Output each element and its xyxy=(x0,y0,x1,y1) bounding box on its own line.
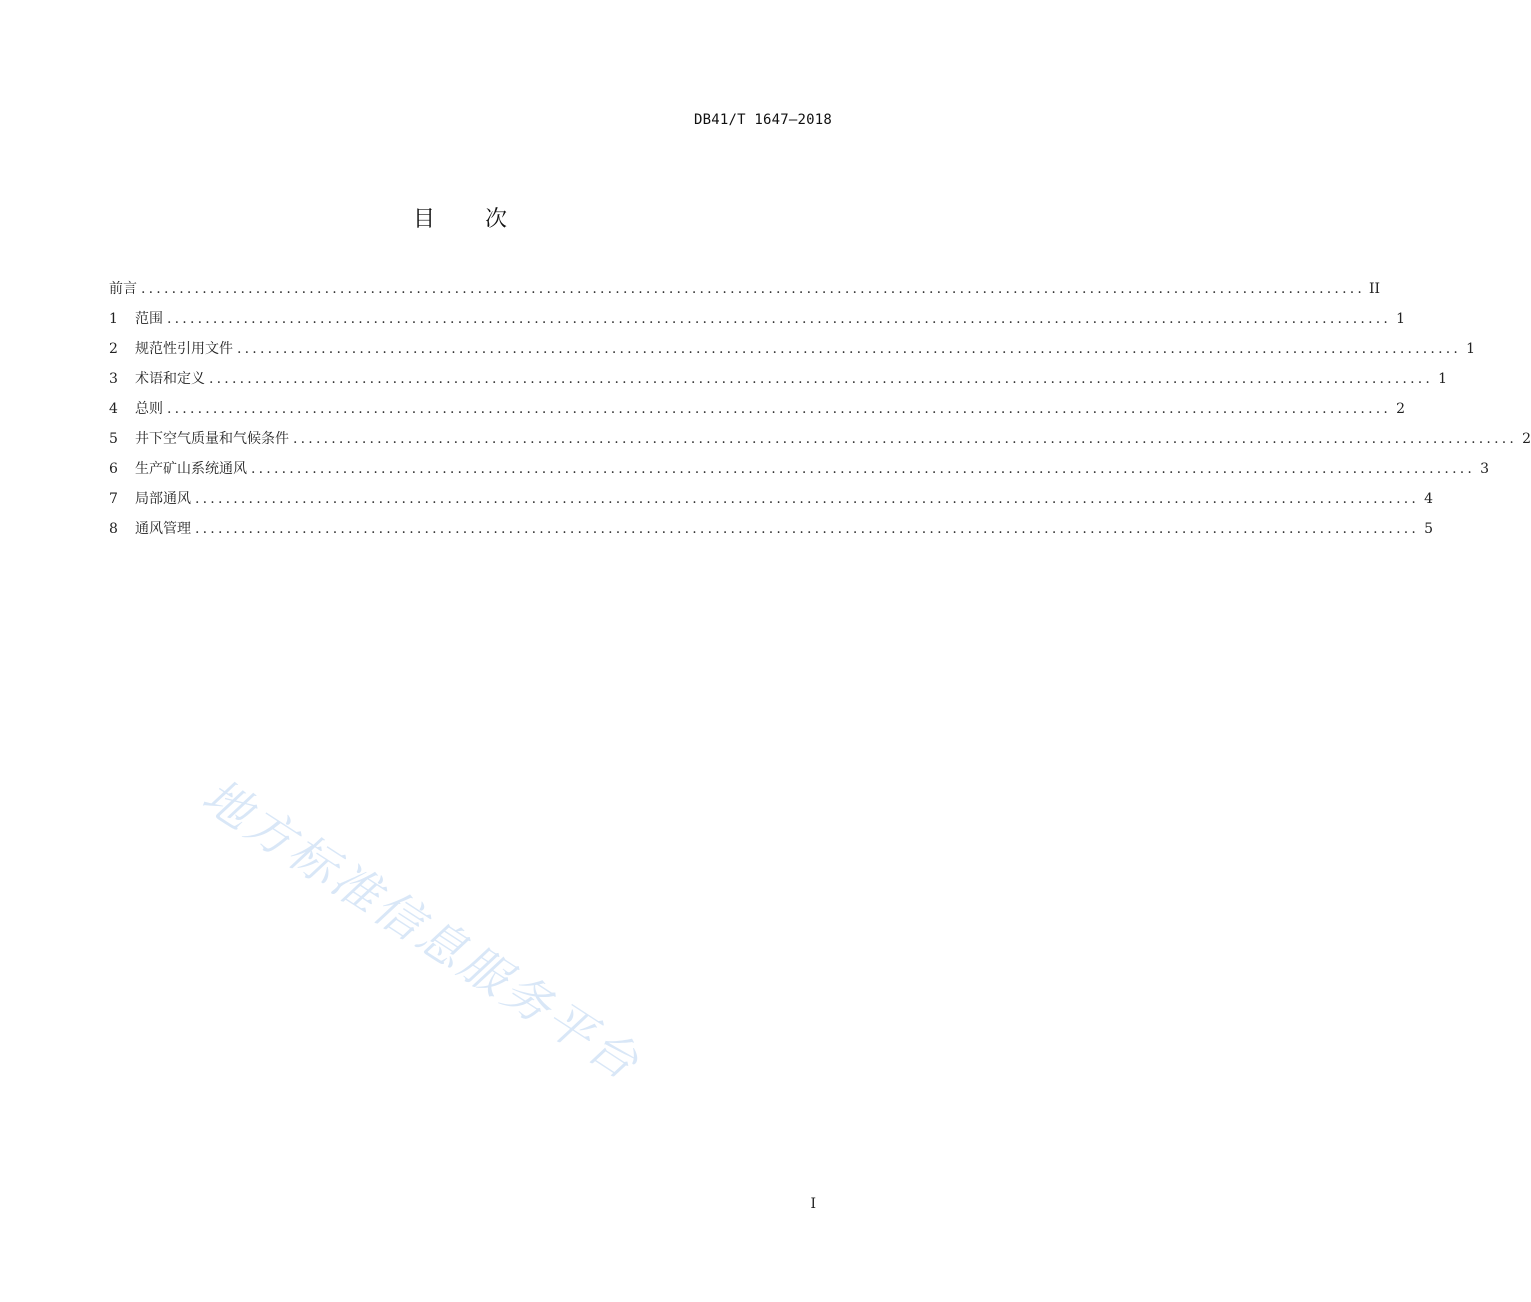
toc-entry-page: 4 xyxy=(1424,491,1434,507)
toc-entry-label: 前言 xyxy=(109,281,137,297)
toc-entry-air-quality[interactable] xyxy=(109,428,1531,458)
toc-leader-dots: ................................................................................................................................................................ xyxy=(195,491,1420,507)
toc-entry-label: 井下空气质量和气候条件 xyxy=(135,431,289,447)
toc-entry-number: 3 xyxy=(109,371,118,387)
toc-entry-label: 术语和定义 xyxy=(135,371,205,387)
toc-entry-general[interactable] xyxy=(109,398,1406,428)
toc-entry-normative-references[interactable] xyxy=(109,338,1476,368)
toc-entry-label: 范围 xyxy=(135,311,163,327)
toc-leader-dots: ................................................................................................................................................................ xyxy=(251,461,1476,477)
toc-entry-foreword[interactable] xyxy=(109,278,1381,308)
toc-entry-page: 5 xyxy=(1424,521,1434,537)
toc-entry-page: 1 xyxy=(1466,341,1476,357)
toc-entry-page: 3 xyxy=(1480,461,1490,477)
toc-leader-dots: ................................................................................................................................................................ xyxy=(209,371,1434,387)
toc-entry-number: 5 xyxy=(109,431,118,447)
toc-entry-number: 1 xyxy=(109,311,118,327)
toc-leader-dots: ................................................................................................................................................................ xyxy=(195,521,1420,537)
toc-title xyxy=(0,202,920,233)
document-code: DB41/T 1647—2018 xyxy=(693,112,832,128)
watermark: 地方标准信息服务平台 xyxy=(192,768,651,1093)
toc-title-part-1: 目 xyxy=(412,207,435,232)
toc-entry-terms-definitions[interactable] xyxy=(109,368,1448,398)
toc-entry-label: 规范性引用文件 xyxy=(135,341,233,357)
toc-entry-number: 2 xyxy=(109,341,118,357)
toc-entry-number: 6 xyxy=(109,461,118,477)
toc-entry-label: 总则 xyxy=(135,401,163,417)
toc-entry-scope[interactable] xyxy=(109,308,1406,338)
toc-leader-dots: ................................................................................................................................................................ xyxy=(167,401,1392,417)
table-of-contents xyxy=(109,278,1531,548)
toc-entry-label: 通风管理 xyxy=(135,521,191,537)
toc-entry-page: II xyxy=(1369,281,1381,297)
toc-entry-number: 7 xyxy=(109,491,118,507)
toc-leader-dots: ................................................................................................................................................................ xyxy=(293,431,1518,447)
toc-entry-number: 4 xyxy=(109,401,118,417)
toc-entry-page: 2 xyxy=(1522,431,1531,447)
toc-entry-page: 1 xyxy=(1438,371,1448,387)
toc-entry-label: 生产矿山系统通风 xyxy=(135,461,247,477)
toc-entry-page: 2 xyxy=(1396,401,1406,417)
toc-entry-local-ventilation[interactable] xyxy=(109,488,1434,518)
toc-entry-number: 8 xyxy=(109,521,118,537)
toc-entry-mine-ventilation[interactable] xyxy=(109,458,1490,488)
toc-leader-dots: ................................................................................................................................................................ xyxy=(141,281,1366,297)
toc-leader-dots: ................................................................................................................................................................ xyxy=(167,311,1392,327)
toc-leader-dots: ................................................................................................................................................................ xyxy=(237,341,1462,357)
toc-title-part-2: 次 xyxy=(485,207,508,232)
toc-entry-ventilation-management[interactable] xyxy=(109,518,1434,548)
page-number: I xyxy=(810,1196,816,1212)
toc-entry-label: 局部通风 xyxy=(135,491,191,507)
toc-entry-page: 1 xyxy=(1396,311,1406,327)
